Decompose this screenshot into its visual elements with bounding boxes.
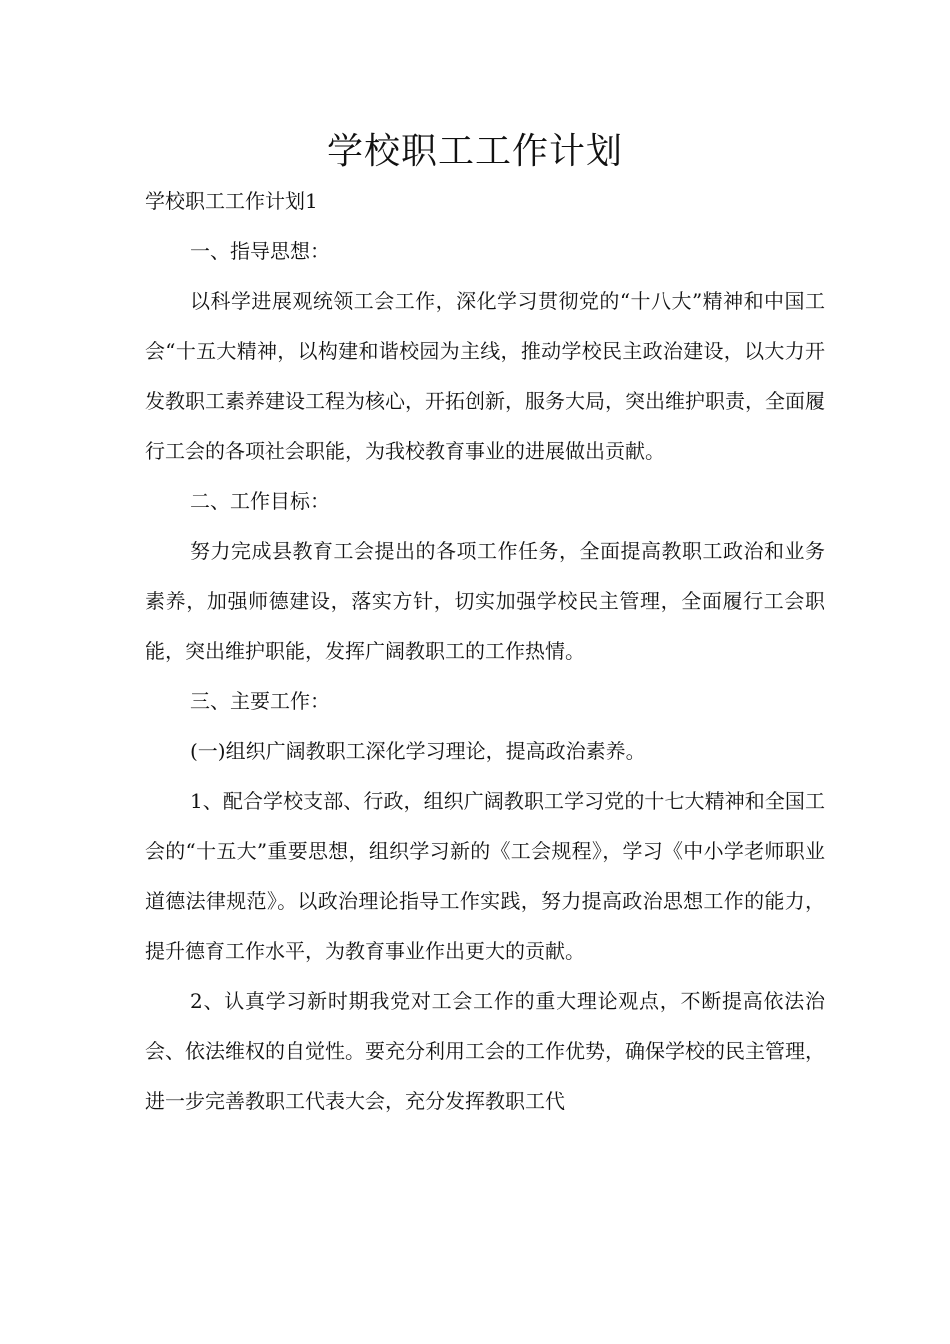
paragraph-work-goals: 努力完成县教育工会提出的各项工作任务，全面提高教职工政治和业务素养，加强师德建设，落实方针，切实加强学校民主管理，全面履行工会职能，突出维护职能，发挥广阔教职工的工作热情。 bbox=[145, 539, 825, 663]
paragraph-guiding-ideology: 以科学进展观统领工会工作，深化学习贯彻党的“十八大”精神和中国工会“十五大精神，以构建和谐校园为主线，推动学校民主政治建设，以大力开发教职工素养建设工程为核心，开拓创新，服务大局，突出维护职责，全面履行工会的各项社会职能，为我校教育事业的进展做出贡献。 bbox=[145, 289, 825, 463]
paragraph-item-1: 1、配合学校支部、行政，组织广阔教职工学习党的十七大精神和全国工会的“十五大”重要思想，组织学习新的《工会规程》，学习《中小学老师职业道德法律规范》。以政治理论指导工作实践，努力提高政治思想工作的能力，提升德育工作水平，为教育事业作出更大的贡献。 bbox=[145, 789, 825, 963]
document-title: 学校职工工作计划 bbox=[326, 131, 623, 172]
document-subtitle: 学校职工工作计划1 bbox=[145, 189, 318, 213]
subheading-study-theory: (一)组织广阔教职工深化学习理论，提高政治素养。 bbox=[190, 739, 646, 763]
heading-main-work: 三、主要工作： bbox=[190, 689, 330, 713]
heading-work-goals: 二、工作目标： bbox=[190, 489, 330, 513]
document-body bbox=[145, 176, 825, 1126]
heading-guiding-ideology: 一、指导思想： bbox=[190, 239, 330, 263]
paragraph-item-2: 2、认真学习新时期我党对工会工作的重大理论观点，不断提高依法治会、依法维权的自觉性。要充分利用工会的工作优势，确保学校的民主管理，进一步完善教职工代表大会，充分发挥教职工代 bbox=[145, 989, 825, 1113]
